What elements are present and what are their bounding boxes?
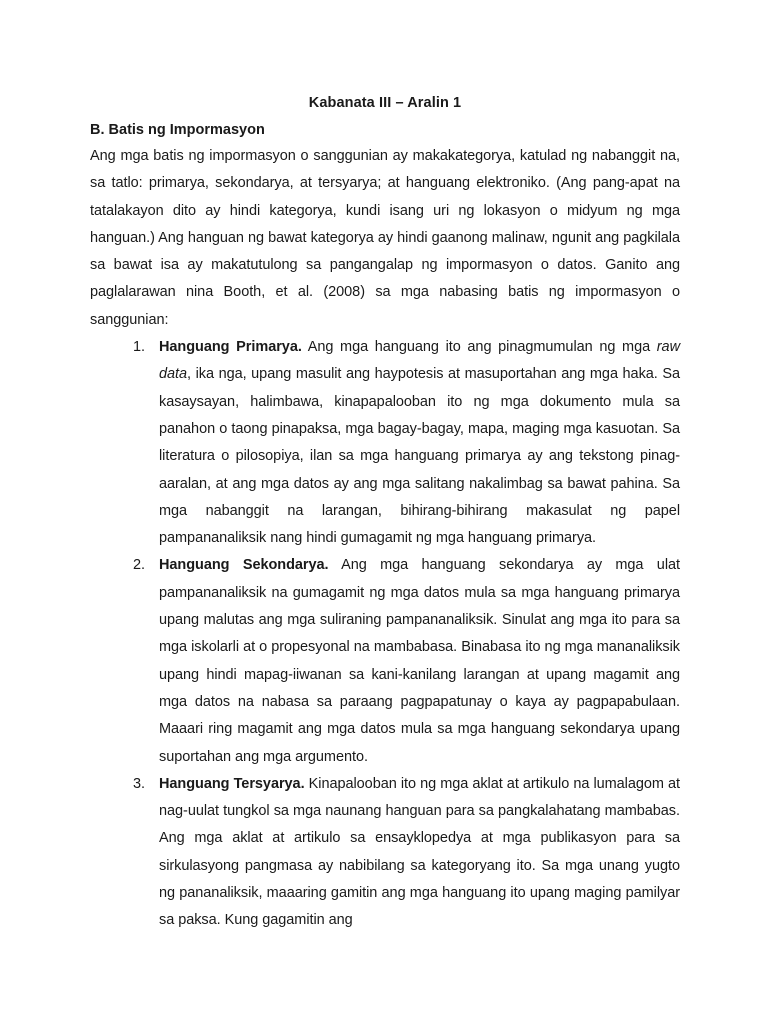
list-item-text: , ika nga, upang masulit ang haypotesis at masuportahan ang mga haka. Sa kasaysayan, halimbawa, kinapapalooban ito ng mga dokumento mula sa panahon o taong pinapaksa, mga bagay-bagay, mapa, maging mga kasuotan. Sa literatura o pilosopiya, ilan sa mga hanguang primarya ay ang tekstong pinag-aaralan, at ang mga datos ay ang mga salitang nakalimbag sa bawat pahina. Sa mga nabanggit na larangan, bihirang-bihirang makasulat ng papel pampananaliksik nang hindi gumagamit ng mga hanguang primarya. xyxy=(159,366,680,547)
list-item xyxy=(90,334,680,552)
list-item-term: Hanguang Tersyarya. xyxy=(159,775,305,792)
source-types-list xyxy=(90,334,680,935)
list-item-emphasis: raw data xyxy=(159,339,680,383)
document-page xyxy=(90,90,680,935)
list-item-term: Hanguang Sekondarya. xyxy=(159,557,329,574)
list-item-text: Ang mga hanguang sekondarya ay mga ulat pampananaliksik na gumagamit ng mga datos mula sa mga hanguang primarya upang malutas ang mga suliraning pampananaliksik. Sinulat ang mga ito para sa mga iskolarli at o propesyonal na mambabasa. Binabasa ito ng mga mananaliksik upang hindi mapag-iiwanan sa kani-kanilang larangan at upang magamit ang mga datos na nabasa sa paraang pagpapatunay o kaya ay pagpapabulaan. Maaari ring magamit ang mga datos mula sa mga hanguang sekondarya upang suportahan ang mga argumento. xyxy=(159,557,680,765)
list-item-number: 3. xyxy=(133,775,145,792)
list-item xyxy=(90,771,680,935)
list-item-text: Kinapalooban ito ng mga aklat at artikulo na lumalagom at nag-uulat tungkol sa mga naunang hanguan para sa pangkalahatang mambabas. Ang mga aklat at artikulo sa ensayklopedya at mga publikasyon para sa sirkulasyong pangmasa ay nabibilang sa kategoryang ito. Sa mga unang yugto ng pananaliksik, maaaring gamitin ang mga hanguang ito upang maging pamilyar sa paksa. Kung gagamitin ang xyxy=(159,775,680,929)
list-item xyxy=(90,552,680,770)
list-item-number: 2. xyxy=(133,557,145,574)
list-item-number: 1. xyxy=(133,339,145,356)
intro-paragraph: Ang mga batis ng impormasyon o sanggunian ay makakategorya, katulad ng nabanggit na, sa tatlo: primarya, sekondarya, at tersyarya; at hanguang elektroniko. (Ang pang-apat na tatalakayon dito ay hindi kategorya, kundi isang uri ng lokasyon o midyum ng mga hanguan.) Ang hanguan ng bawat kategorya ay hindi gaanong malinaw, ngunit ang pagkilala sa bawat isa ay makatutulong sa pangangalap ng impormasyon o datos. Ganito ang paglalarawan nina Booth, et al. (2008) sa mga nabasing batis ng impormasyon o sanggunian: xyxy=(90,148,680,328)
list-item-text: Ang mga hanguang ito ang pinagmumulan ng mga xyxy=(301,339,657,356)
section-heading: B. Batis ng Impormasyon xyxy=(90,122,265,138)
list-item-term: Hanguang Primarya. xyxy=(159,339,302,356)
page-title: Kabanata III – Aralin 1 xyxy=(308,95,462,111)
